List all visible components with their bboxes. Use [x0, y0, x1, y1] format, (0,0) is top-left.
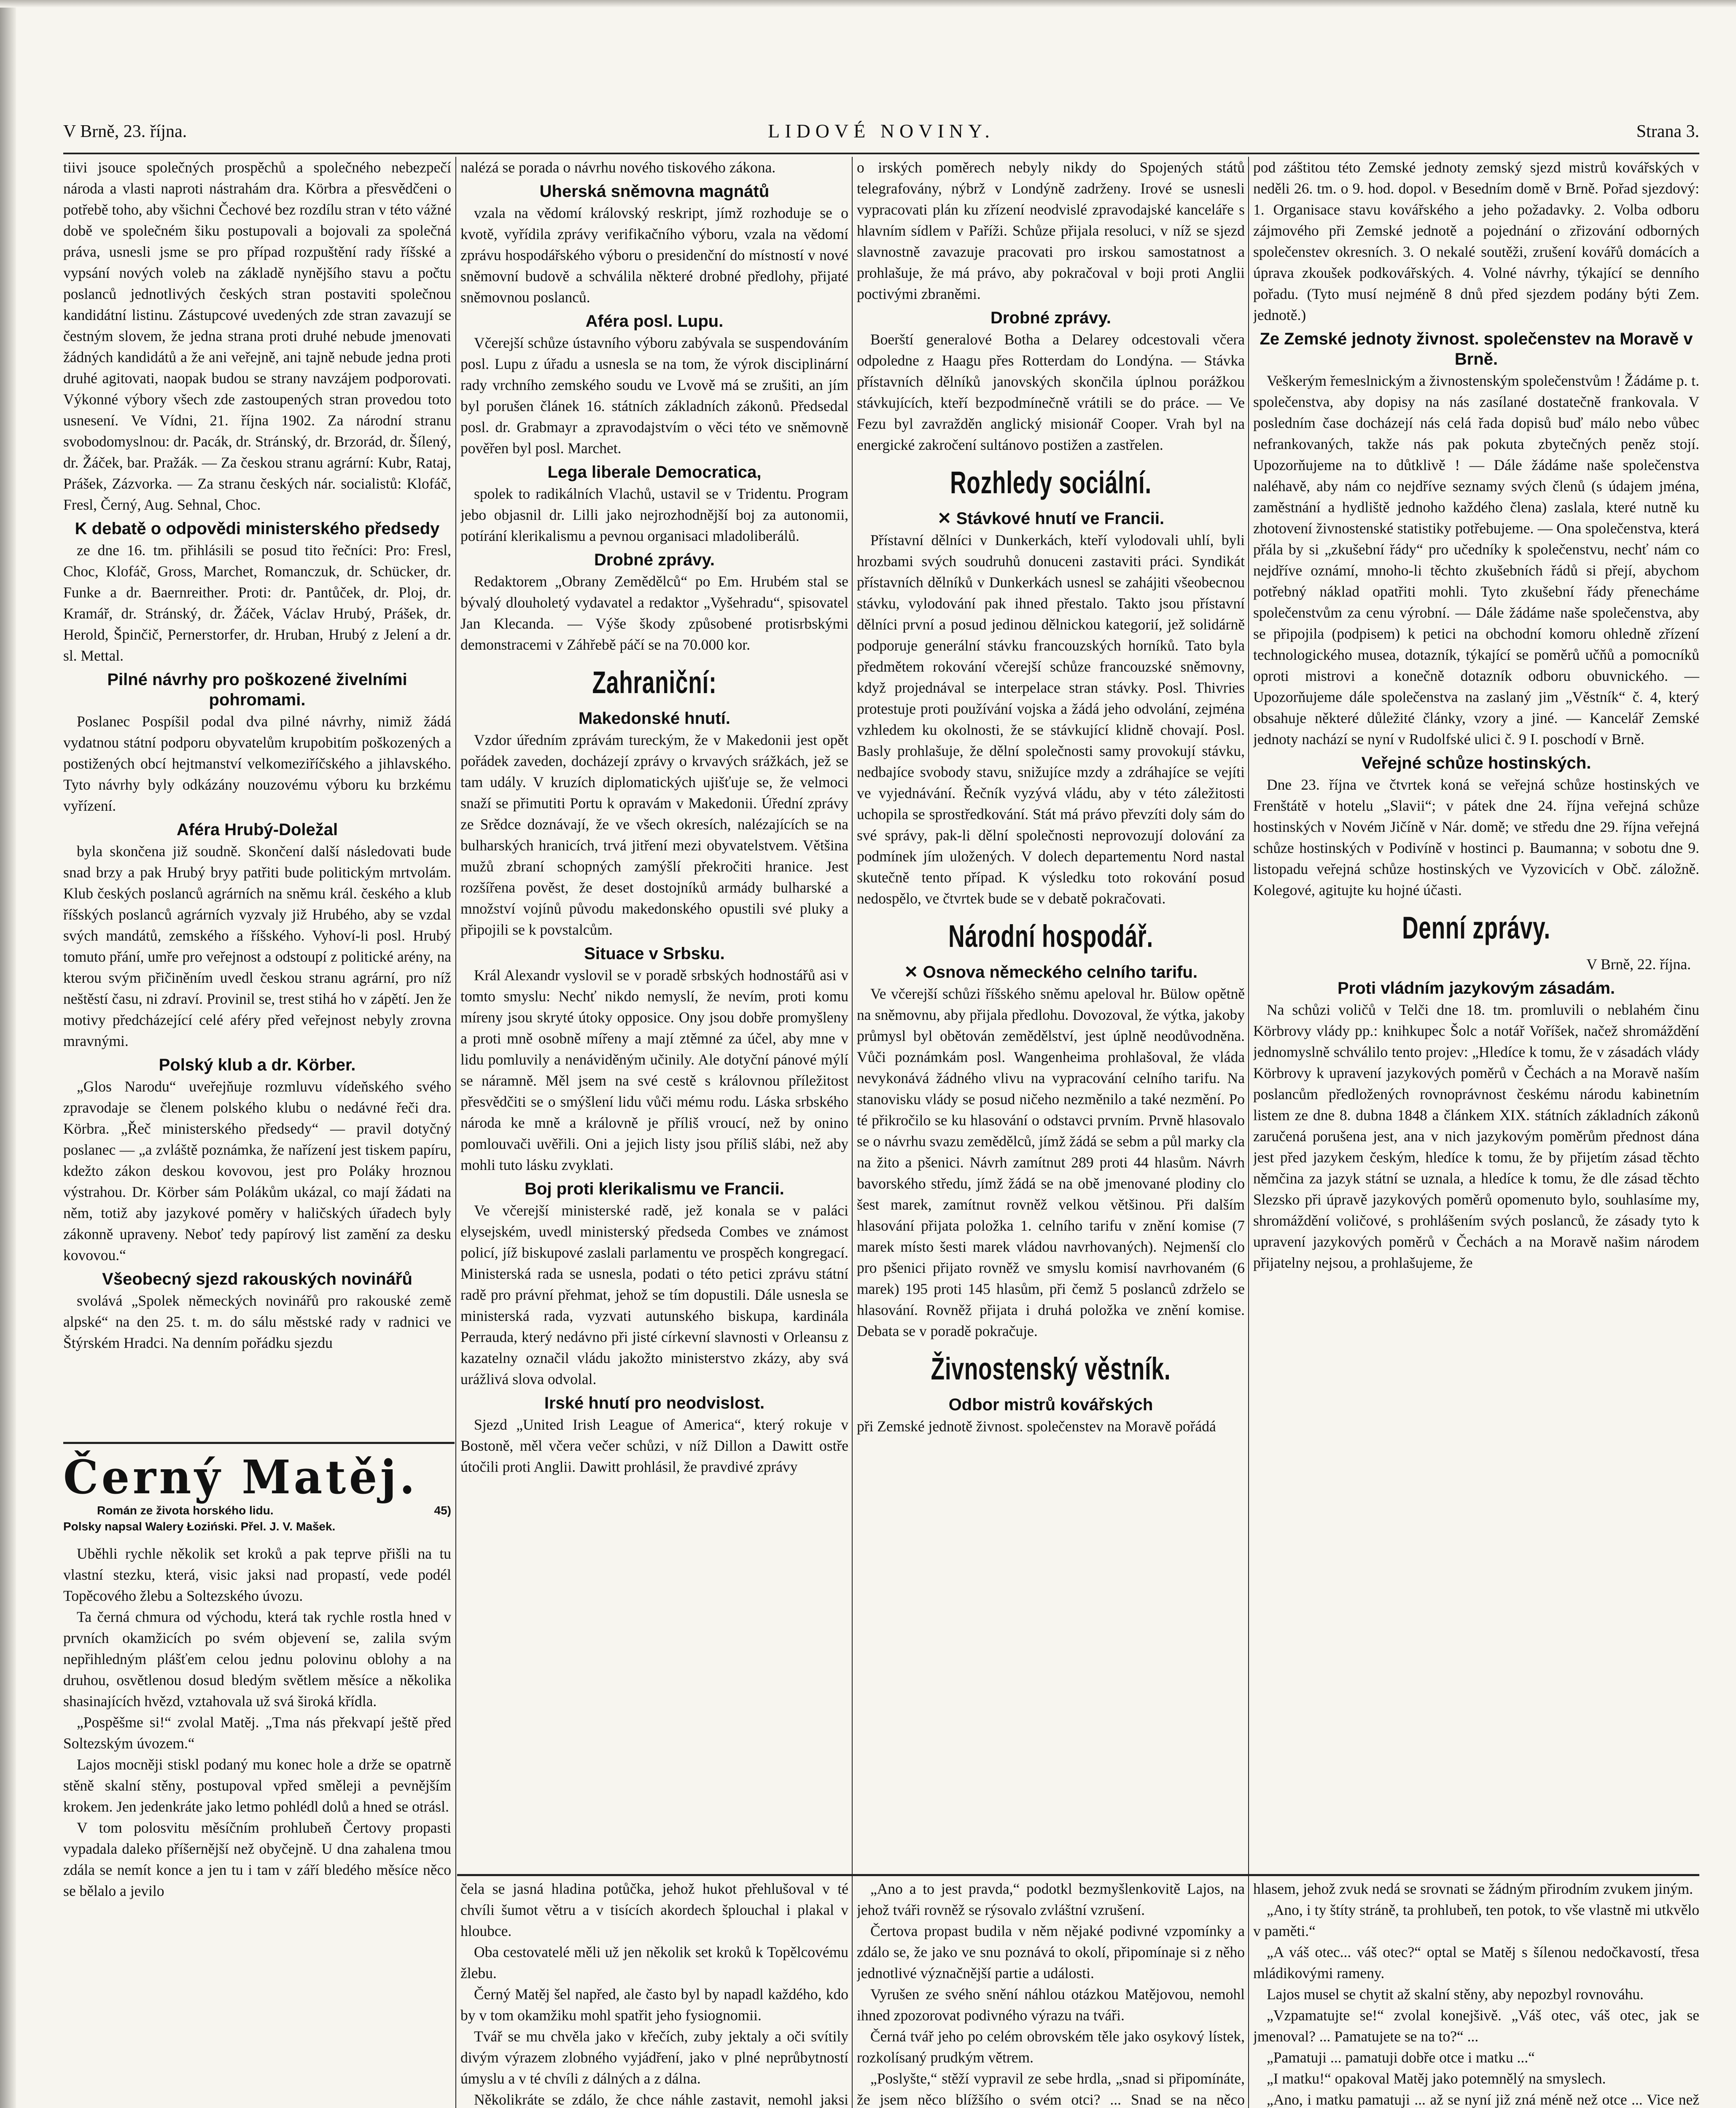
article-text: Vzdor úředním zprávám tureckým, že v Makedonii jest opět pořádek zaveden, docházejí zprávy o krvavých srážkách, jež se tam udály. V kruzích diplomatických ujišťuje se, že velmoci snaží se přimutiti Portu k opravám v Makedonii. Úřední zprávy ze Srědce doznávají, že ve všech okresích, nalézajících se na bulharských hranicích, trvá jitření mezi obyvatelstvem. Většina mužů zbraní schopných zamýšlí překročiti hranice. Jest rozšířena pověst, že deset dostojníků armády bulharské a množství vojínů původu makedonského opustili své pluky a připojili se k povstalcům.: [460, 731, 848, 938]
feuilleton-text: „A váš otec... váš otec?“ optal se Matěj s šílenou nedočkavostí, třesa mládikovými rameny.: [1253, 1944, 1699, 1982]
feuilleton-text: Oba cestovatelé měli už jen několik set kroků k Topělcovému žlebu.: [460, 1944, 848, 1982]
feuilleton-text: „Vzpamatujte se!“ zvolal konejšivě. „Váš otec, váš otec, jak se jmenoval? ... Pamatujete se na to?“ ...: [1253, 2007, 1699, 2045]
scan-top-shadow: [0, 0, 1736, 8]
article-heading: Veřejné schůze hostinských.: [1361, 754, 1591, 772]
feuilleton-text: Černá tvář jeho po celém obrovském těle jako osykový lístek, rozkolísaný prudkým větrem.: [857, 2028, 1245, 2066]
article-heading: Uherská sněmovna magnátů: [539, 182, 770, 201]
feuilleton-text: Čertova propast budila v něm nějaké podivné vzpomínky a zdálo se, že jako ve snu poznává to okolí, připomínaje si z něho jednotlivé význačnější partie a události.: [857, 1922, 1245, 1982]
article-text: Poslanec Pospíšil podal dva pilné návrhy, nimiž žádá vydatnou státní podporu obyvatelům krupobitím poškozených a postižených obcí hejtmanství velkomeziříčského a jihlavského. Tyto návrhy byly odkázány nouzovému výboru ku brzkému vyřízení.: [63, 713, 451, 814]
section-banner: Živnostenský věstník.: [931, 1351, 1171, 1386]
section-banner: Zahraniční:: [592, 665, 717, 700]
article-heading: Ze Zemské jednoty živnost. společenstev na Moravě v Brně.: [1260, 330, 1693, 368]
article-text: pod záštitou této Zemské jednoty zemský sjezd mistrů kovářských v neděli 26. tm. o 9. hod. dopol. v Besedním domě v Brně. Pořad sjezdový: 1. Organisace stavu kovářského a jeho požadavky. 2. Volba odboru zájmového při Zemské jednotě a pojednání o zřizování odborných společenstev okresních. 3. O nekalé soutěži, zrušení kovářů domácích a úprava zkoušek podkovářských. 4. Volné návrhy, týkající se denního pořadu. (Tyto musí nejméně 8 dnů před sjezdem podány býti Zem. jednotě.): [1253, 159, 1699, 323]
article-text: Redaktorem „Obrany Zemědělců“ po Em. Hrubém stal se bývalý dlouholetý vydavatel a redaktor „Vyšehradu“, spisovatel Jan Klecanda. — Výše škody způsobené protisrbskými demonstracemi v Záhřebě páčí se na 70.000 kor.: [460, 573, 848, 653]
scan-edge-shadow: [0, 0, 16, 2108]
feuilleton-title: Černý Matěj.: [63, 1450, 418, 1504]
article-heading: [857, 508, 1245, 529]
feuilleton-text: Lajos mocněji stiskl podaný mu konec hole a drže se opatrně stěně skalní stěny, postupoval vpřed směleji a pevnějším krokem. Jen jedenkráte jako letmo pohlédl dolů a hned se otrásl.: [63, 1756, 451, 1815]
article-heading: [857, 962, 1245, 982]
feuilleton-text: hlasem, jehož zvuk nedá se srovnati se žádným přirodním zvukem jiným.: [1253, 1880, 1693, 1897]
article-text: nalézá se porada o návrhu nového tiskového zákona.: [460, 159, 776, 176]
feuilleton-col-1: [63, 1445, 451, 2108]
section-banner: Národní hospodář.: [948, 919, 1153, 954]
article-text: Sjezd „United Irish League of America“, který rokuje v Bostoně, měl včera večer schůzi, v níž Dillon a Dawitt ostře útočili proti Anglii. Dawitt prohlásil, že pravdivé zprávy: [460, 1416, 848, 1475]
section-banner: Rozhledy sociální.: [950, 465, 1152, 500]
feuilleton-col-4: [1253, 1878, 1699, 2108]
column-3: [857, 157, 1245, 1872]
dateline: V Brně, 22. října.: [1586, 956, 1691, 973]
feuilleton-text: Ta černá chmura od východu, která tak rychle rostla hned v prvních okamžicích po svém objevení se, zalila svým nepřihledným plášťem celou jednu polovinu oblohy a na druhou, osvětlenou dosud bledým světlem měsíce a několika shasinajících hvězd, vztahovala už svá široká křídla.: [63, 1608, 451, 1710]
article-text: Dne 23. října ve čtvrtek koná se veřejná schůze hostinských ve Frenštátě v hotelu „Slavii“; v pátek dne 24. října veřejná schůze hostinských v Novém Jičíně v Nár. domě; ve středu dne 29. října veřejná schůze hostinských v Podivíně v hostinci p. Baumanna; v sobotu dne 9. listopadu veřejná schůze hostinských ve Vyzovicích v Obč. záložně. Kolegové, agitujte ku hojné účasti.: [1253, 776, 1699, 898]
article-heading: Aféra Hrubý-Doležal: [176, 820, 338, 839]
article-heading: Polský klub a dr. Körber.: [159, 1056, 356, 1074]
feuilleton-text: „Poslyšte,“ stěží vypravil ze sebe hrdla, „snad si připomínáte, že jsem něco blížšího o svém otci? ... Snad se na něco: [857, 2070, 1245, 2108]
article-text: byla skončena již soudně. Skončení další následovati bude snad brzy a pak Hrubý bryy patřiti bude politickým mrtvolám. Klub českých poslanců agrárních na sněmu král. českého a klub říšských poslanců agrárních vyzvaly již Hrubého, aby se vzdal svých mandátů, zemského a říšského. Vyhoví-li posl. Hrubý tomuto přání, umře pro veřejnost a odstoupí z politické arény, na kterou svým přičiněním uvedl českou stranu agrární, pro níž neštěstí času, ni zdraví. Provinil se, trest stihá ho v zápětí. Jen že motivy předcházející celé aféry před veřejnost nebyly zrovna mravnými.: [63, 843, 451, 1049]
feuilleton-rule: [457, 1874, 1699, 1876]
article-text: Ve včerejší ministerské radě, jež konala se v paláci elysejském, uvedl ministerský předseda Combes ve známost policí, jíž biskupové zaslali parlamentu ve prospěch kongregací. Ministerská rada se usnesla, podati o této petici zprávu státní radě pro právní přehmat, jehož se tím dopustili. Dále usnesla se ministerská rada, vyzvati autunského biskupa, kardinála Perrauda, který nedávno při jisté církevní slavnosti v Orleansu z kazatelny označil vládu jakožto ministerstvo zkázy, aby svá urážlivá slova odvolal.: [460, 1202, 848, 1387]
feuilleton-text: Několikráte se zdálo, že chce náhle zastavit, nemohl jaksi: [474, 2091, 848, 2108]
feuilleton-text: „Pospěšme si!“ zvolal Matěj. „Tma nás překvapí ještě před Soltezským úvozem.“: [63, 1714, 451, 1752]
article-heading: Proti vládním jazykovým zásadám.: [1337, 979, 1615, 998]
article-heading: Lega liberale Democratica,: [547, 463, 762, 481]
article-heading-text: Stávkové hnutí ve Francii.: [956, 509, 1165, 528]
article-heading: Všeobecný sjezd rakouských novinářů: [102, 1270, 412, 1288]
article-text: vzala na vědomí královský reskript, jímž rozhoduje se o kvotě, vyřídila zprávy verifikačního výboru, vzala na vědomí zprávu hospodářského výboru o presidenční do místností v nové sněmovní budově a schválila některé drobné předlohy, přijaté sněmovnou poslanců.: [460, 204, 848, 306]
column-divider: [1248, 157, 1249, 2108]
article-heading: Drobné zprávy.: [594, 551, 715, 569]
column-divider: [852, 157, 853, 2108]
article-text: Ve včerejší schůzi říšského sněmu apeloval hr. Bülow opětně na sněmovnu, aby přijala předlohu. Dovozoval, že výtka, jakoby průmysl byl obětován zemědělství, jest úplně neodůvodněna. Vůči poznámkám posl. Wangenheima prohlašoval, že vláda nevykonává žádného vlivu na vypracování celního tarifu. Na stanovisku vlády se posud ničeho nezměnilo a také nezmění. Po té přikročilo se ku hlasování o odstavci prvním. Prvně hlasovalo se o návrhu svazu zemědělců, jímž žádá se sebm a půl marky cla na žito a pšenici. Návrh zamítnut 289 proti 44 hlasům. Návrh bavorského středu, jímž žádá se na obě jmenované plodiny clo šest marek, zamítnut rovněž velkou většinou. Při dalším hlasování přijata položka 1. celního tarifu v znění komise (7 marek místo šesti marek vládou navrhovaných). Nejmenší clo pro pšenici přijato rovněž ve smyslu komisí navrhovaném (6 marek) 195 proti 145 hlasům, při čemž 5 poslanců zdrželo se hlasování. Rovněž přijata i druhá položka ve znění komise. Debata se v poradě pokračuje.: [857, 985, 1245, 1339]
article-text: spolek to radikálních Vlachů, ustavil se v Tridentu. Program jebo objasnil dr. Lilli jako nejrozhodnější boj za autonomii, potírání klerikalismu a pevnou organisaci mladoliberálů.: [460, 485, 848, 544]
feuilleton-subtitle-row: [63, 1503, 451, 1519]
article-text: ze dne 16. tm. přihlásili se posud tito řečníci: Pro: Fresl, Choc, Klofáč, Gross, Marchet, Romanczuk, dr. Schücker, dr. Funke a dr. Baernreither. Proti: dr. Pantůček, dr. Ploj, dr. Kramář, dr. Stránský, dr. Žáček, Václav Hrubý, Prášek, dr. Herold, Špinčič, Pernerstorfer, dr. Hruban, Hrubý z Jelení a dr. sl. Mettal.: [63, 542, 451, 664]
feuilleton-col-2: [460, 1878, 848, 2108]
article-text: „Glos Narodu“ uveřejňuje rozmluvu vídeňského svého zpravodaje se členem polského klubu o nedávné řeči dra. Körbra. „Řeč ministerského předsedy“ — pravil dotyčný poslanec — „a zvláště poznámka, že nařízení jest tiskem papíru, kdežto zákon deskou kovovou, jest pro Poláky hroznou výstrahou. Dr. Körber sám Polákům ukázal, co mají žádati na něm, totiž aby jazykové poměry v haličských úřadech byly zákonně upraveny. Neboť tedy papírový list zamění za desku kovovou.“: [63, 1078, 451, 1264]
column-4: [1253, 157, 1699, 1872]
feuilleton-text: Lajos musel se chytit až skalní stěny, aby nepozbyl rovnováhu.: [1267, 1986, 1644, 2003]
article-heading: Boj proti klerikalismu ve Francii.: [525, 1180, 784, 1198]
feuilleton-number: 45): [434, 1504, 451, 1517]
header-date: V Brně, 23. října.: [63, 122, 187, 141]
feuilleton-text: „Pamatuji ... pamatuji dobře otce i matku ...“: [1267, 2049, 1535, 2066]
page-number: Strana 3.: [1636, 122, 1699, 141]
article-heading: Pilné návrhy pro poškozené živelními pohromami.: [107, 670, 407, 709]
article-heading: Makedonské hnutí.: [578, 709, 731, 728]
article-text: při Zemské jednotě živnost. společenstev na Moravě pořádá: [857, 1418, 1216, 1435]
article-heading-text: Osnova německého celního tarifu.: [923, 963, 1198, 981]
cross-mark-icon: ✕: [904, 963, 923, 981]
article-heading: Drobné zprávy.: [990, 309, 1111, 327]
column-divider: [455, 157, 456, 2108]
article-heading: Irské hnutí pro neodvislost.: [544, 1394, 765, 1412]
feuilleton-text: Vyrušen ze svého snění náhlou otázkou Matějovou, nemohl ihned zpozorovat podivného výrazu na tváři.: [857, 1986, 1245, 2024]
section-banner: Denní zprávy.: [1402, 910, 1550, 945]
feuilleton-col-3: [857, 1878, 1245, 2108]
feuilleton-text: Tvář se mu chvěla jako v křečích, zuby jektaly a oči svítily divým výrazem zlobného vyjádření, jako v plné neprůbytností úmyslu a v té chvíli z dálných a z dálna.: [460, 2028, 848, 2087]
article-text: Přístavní dělníci v Dunkerkách, kteří vylodovali uhlí, byli hrozbami svých soudruhů donuceni zastaviti práci. Syndikát přístavních dělníků v Dunkerkách usnesl se zahájiti všeobecnou stávku, vylodování pak ihned přestalo. Takto jsou přístavní dělníci první a posud jedinou dělnickou kategorií, jež solidárně podporuje generální stávku francouzských horníků. Tato byla předmětem rokování včerejší schůze francouzské sněmovny, když projednával se interpelace stran stávky. Posl. Thivries protestuje proti používání vojska a žádá jeho odvolání, zejména vzhledem ku okolnosti, že se stávkující klidně chovají. Posl. Basly prohlašuje, že dělní společnosti samy provokují stávku, nedbajíce svobody stavu, snižujíce mzdy a zdráhajíce se vejíti ve vyjednávání. Řečník vyzývá vládu, aby v této záležitosti uchopila se sprostředkování. Stát má právo převzíti doly sám do své správy, pak-li dělní společnosti neprovozují dolování za podmínek jím uložených. V dolech departementu Nord nastal skutečně tento případ. K výsledku toto rokování posud nedospělo, ve čtvrtek bude se v debatě pokračovati.: [857, 532, 1245, 907]
column-2: [460, 157, 848, 1872]
cross-mark-icon: ✕: [937, 509, 956, 528]
article-text: tiivi jsouce společných prospěchů a společného nebezpečí národa a vlasti naproti nástrahám dra. Körbra a přesvědčeni o potřebě toho, aby všichni Čechové bez rozdílu stran v této vážné době ve společném šiku postupovali a bojovali za společná práva, usnesli jsme se pro případ rozpuštění rady říšské a vypsání nových voleb na základě nynějšího stavu a počtu poslanců jednotlivých českých stran postaviti společnou kandidátní listinu. Zástupcové uvedených zde stran zavazují se čestným slovem, že jedna strana proti druhé nebude jmenovati žádných kandidátů a že ani veřejně, ani tajně nebude jedna proti druhé agitovati, naopak budou se strany navzájem podporovati. Výkonné výbory všech zde zastoupených stran provedou toto usnesení. Ve Vídni, 21. října 1902. Za národní stranu svobodomyslnou: dr. Pacák, dr. Stránský, dr. Brzorád, dr. Šílený, dr. Žáček, bar. Pražák. — Za českou stranu agrární: Kubr, Rataj, Prášek, Zázvorka. — Za stranu českých nár. socialistů: Klofáč, Fresl, Černý, Aug. Sehnal, Choc.: [63, 159, 451, 513]
article-text: Na schůzi voličů v Telči dne 18. tm. promluvili o neblahém činu Körbrovy vlády pp.: knihkupec Šolc a notář Voříšek, načež shromáždění jednomyslně schválilo tento projev: „Hledíce k tomu, že v zásadách vlády Körbrovy k upravení jazykových poměrů v Čechách a na Moravě naším poslancům předložených rovnoprávnost českému národu kabinetním listem ze dne 8. dubna 1848 a článkem XIX. státních základních zákonů zaručená porušena jest, ana v nich jazykovým poměrům přednost dána jest před jazykem českým, hledíce k tomu, že by přijetím zásad těchto němčina za jazyk státní se uznala, a hledíce k tomu, že dle zásad těchto Slezsko při úpravě jazykových poměrů opomenuto bylo, souhlasíme my, shromáždění voličové, s prohlášením svých poslanců, že zásady tyto k upravení jazykových poměrů v Čechách a na Moravě našim národem přijatelny nejsou, a prohlašujeme, že: [1253, 1001, 1699, 1271]
feuilleton-subtitle: Román ze života horského lidu.: [97, 1504, 274, 1517]
masthead: LIDOVÉ NOVINY.: [768, 120, 995, 142]
feuilleton-text: „Ano, i matku pamatuji ... až se nyní již zná méně než otce ... Vice než: [1267, 2091, 1699, 2108]
article-text: Král Alexandr vyslovil se v poradě srbských hodnostářů asi v tomto smyslu: Nechť nikdo nemyslí, že nevím, proti komu míreny jsou skryté útoky opposice. Ony jsou dobře promyšleny a proti mně osobně mířeny a mají ztěmné za účel, aby mne v lidu pomluvily a nenáviděným učinily. Ale dotyční pánové mýlí se náramně. Měl jsem na své cestě s královnou příležitost přesvědčiti se o smýšlení lidu vůči mému rodu. Láska srbského národa ke mně a královně je příliš vroucí, než by onino pomlouvači uvěřili. Oni a jejich listy jsou příliš slábi, než aby mohli tuto lásku zvyklati.: [460, 967, 848, 1173]
column-1: [63, 157, 451, 1443]
article-text: svolává „Spolek německých novinářů pro rakouské země alpské“ na den 25. t. m. do sálu městské rady v radnici ve Štýrském Hradci. Na denním pořádku sjezdu: [63, 1292, 451, 1351]
article-text: Včerejší schůze ústavního výboru zabývala se suspendováním posl. Lupu z úřadu a usnesla se na tom, že výrok disciplinární rady vrchního zemského soudu ve Lvově má se zrušiti, an jím byl porušen článek 16. státních základních zákonů. Předsedal posl. dr. Grabmayr a zpravodajstvím o věci této ve sněmovně pověřen byl posl. Marchet.: [460, 334, 848, 457]
article-text: Boerští generalové Botha a Delarey odcestovali včera odpoledne z Haagu přes Rotterdam do Londýna. — Stávka přístavních dělníků janovských skončila úplnou porážkou stávkujících, kteří bezpodmínečně vrátili se do práce. — Ve Fezu byl zavražděn anglický misionář Cooper. Vrah byl na energické zakročení sultánovo postižen a zastřelen.: [857, 331, 1245, 453]
article-heading: Odbor mistrů kovářských: [948, 1395, 1153, 1414]
feuilleton-text: V tom polosvitu měsíčním prohlubeň Čertovy propasti vypadala daleko příšernější než obyčejně. U dna zahalena tmou zdála se nemít konce a jen tu i tam v září bledého měsíce něco se bělalo a jevilo: [63, 1819, 451, 1899]
feuilleton-text: „I matku!“ opakoval Matěj jako potemnělý na smyslech.: [1267, 2070, 1606, 2087]
article-heading: K debatě o odpovědi ministerského předsedy: [75, 519, 440, 538]
feuilleton-author: Polsky napsal Walery Łoziński. Přel. J. V. Mašek.: [63, 1520, 336, 1533]
feuilleton-text: „Ano a to jest pravda,“ podotkl bezmyšlenkovitě Lajos, na jehož tváři rovněž se rýsovalo zvláštní vzrušení.: [857, 1880, 1245, 1918]
feuilleton-text: Černý Matěj šel napřed, ale často byl by napadl každého, kdo by v tom okamžiku mohl spatřit jeho fysiognomii.: [460, 1986, 848, 2024]
article-text: Veškerým řemeslnickým a živnostenským společenstvům ! Žádáme p. t. společenstva, aby dopisy na nás zasílané dostatečně frankovala. V posledním čase docházejí nás celá řada dopisů buď málo nebo vůbec nefrankovaných, takže nás pak pokuta zbytečných peněz stojí. Upozorňujeme na to důtklivě ! — Dále žádáme naše společenstva naléhavě, aby nám co nejdříve seznamy svých členů (s údajem jména, zaměstnání a hydliště jednoho každého člena) zaslala, které nutně ku zhotovení živnostenské statistiky potřebujeme. — Ona společenstva, která přála by si „zkušební řády“ pro učedníky k společenstvu, nechť nám co nejdříve oznámí, mnoho-li těchto zkušebních řádů si přejí, abychom potřebný náklad opatřiti mohli. Tyto zkušební řády přenecháme společenstvům za cenu výrobní. — Dále žádáme naše společenstva, aby se připojila (podpisem) k petici na obchodní komoru ohledně zřízení technologického musea, dotazník, týkající se poměrů učňů a pomocníků oproti mistrovi a konečně dotazník odboru obuvnického. — Upozorňujeme dále společenstva na zaslaný jim „Věstník“ č. 4, který obsahuje některé důležité články, vzory a jiné. — Kancelář Zemské jednoty nachází se nyní v Rudolfské ulici č. 9 I. poschodí v Brně.: [1253, 372, 1699, 747]
article-text: o irských poměrech nebyly nikdy do Spojených států telegrafovány, nýbrž v Londýně zadrženy. Irové se usnesli vypracovati plán ku zřízení neodvislé zpravodajské kanceláře s hlavním sídlem v Paříži. Schůze přijala resoluci, v níž se sjezd slavnostně zavazuje pracovati pro irskou samostatnost a prohlašuje, že má právo, aby pokračoval v boji proti Anglii poctivými zbraněmi.: [857, 159, 1245, 302]
article-heading: Aféra posl. Lupu.: [585, 312, 724, 331]
article-heading: Situace v Srbsku.: [584, 944, 725, 963]
header-rule: [63, 153, 1699, 154]
page-header: [63, 113, 1699, 151]
feuilleton-text: „Ano, i ty štíty stráně, ta prohlubeň, ten potok, to vše vlastně mi utkvělo v paměti.“: [1253, 1901, 1699, 1939]
feuilleton-text: čela se jasná hladina potůčka, jehož hukot přehlušoval v té chvíli šumot větru a v tisících akordech šplouchal i plakal v hloubce.: [460, 1880, 848, 1939]
feuilleton-text: Uběhli rychle několik set kroků a pak teprve přišli na tu vlastní stezku, která, visic jaksi nad propastí, vede podél Topěcového žlebu a Soltezského úvozu.: [63, 1545, 451, 1604]
